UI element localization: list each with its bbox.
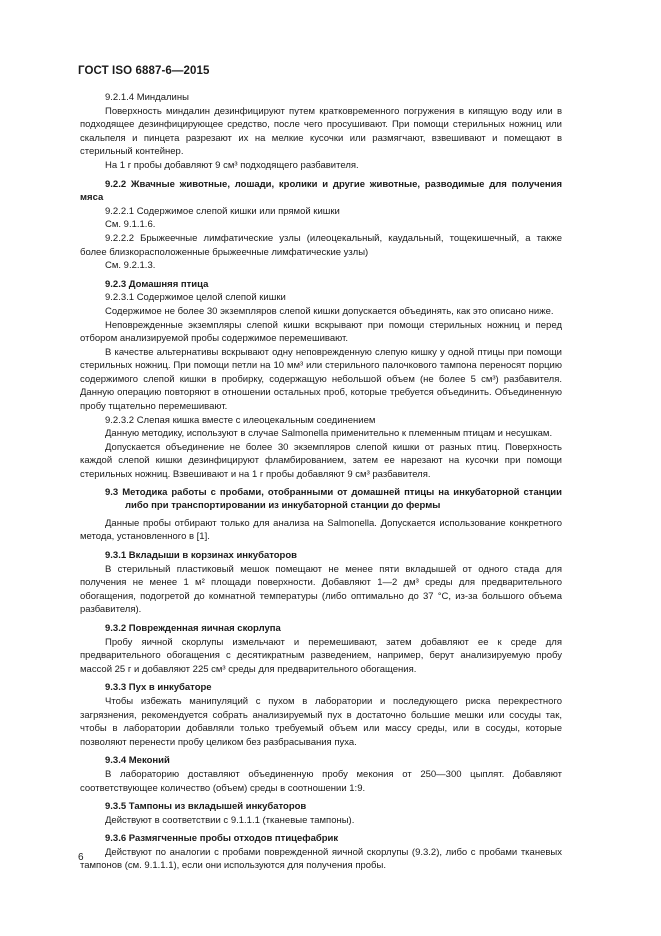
body-paragraph: Содержимое не более 30 экземпляров слепой кишки допускается объединять, как это описано ниже. [105, 305, 554, 317]
body-paragraph: Данную методику, используют в случае Salmonella применительно к племенным птицам и несушкам. [105, 428, 553, 440]
body-paragraph: На 1 г пробы добавляют 9 см³ подходящего разбавителя. [105, 159, 359, 171]
body-paragraph: В лабораторию доставляют объединенную пробу мекония от 250—300 цыплят. Добавляют соответствующее количество (объем) среды в соотношении 1:9. [80, 768, 562, 794]
body-paragraph: Данные пробы отбирают только для анализа на Salmonella. Допускается использование конкретного метода, установленного в [1]. [80, 517, 562, 543]
section-heading: 9.3.2 Поврежденная яичная скорлупа [105, 622, 281, 634]
body-paragraph: В стерильный пластиковый мешок помещают не менее пяти вкладышей от одного стада для получения не менее 1 м² площади поверхности. Добавляют 1—2 дм³ среды для предварительного обогащения, подогретой до комнатной температуры (либо оптимально до 37 °С, из-за большого объема разбавителя). [80, 563, 562, 616]
section-heading: 9.3.5 Тампоны из вкладышей инкубаторов [105, 801, 307, 813]
body-paragraph: Действуют по аналогии с пробами поврежденной яичной скорлупы (9.3.2), либо с пробами тканевых тампонов (см. 9.1.1.1), если они используются для получения пробы. [80, 846, 562, 872]
body-paragraph: 9.2.1.4 Миндалины [105, 92, 189, 103]
body-paragraph: Неповрежденные экземпляры слепой кишки вскрывают при помощи стерильных ножниц и перед отбором анализируемой пробы содержимое перемешивают. [80, 319, 562, 345]
body-paragraph: В качестве альтернативы вскрывают одну неповрежденную слепую кишку у одной птицы при помощи стерильных ножниц. При помощи петли на 10 мм³ или стерильного палочкового тампона переносят порцию содержимого слепой кишки в пробирку, содержащую небольшой объем (не более 5 см³) разбавителя. Данную операцию повторяют в отношении остальных проб, которые требуется объединить. Объединенную пробу тщательно перемешивают. [80, 346, 562, 413]
body-paragraph: См. 9.1.1.6. [105, 219, 156, 231]
section-heading: 9.3.4 Меконий [105, 755, 170, 767]
document-header: ГОСТ ISO 6887-6—2015 [78, 65, 210, 77]
body-paragraph: 9.2.3.1 Содержимое целой слепой кишки [105, 292, 286, 304]
body-paragraph: 9.2.3.2 Слепая кишка вместе с илеоцекальным соединением [105, 414, 376, 426]
body-paragraph: Чтобы избежать манипуляций с пухом в лаборатории и последующего риска перекрестного загрязнения, рекомендуется собрать анализируемый пух в достаточно большие мешки или сосуды так, чтобы в лаборатории добавляли только требуемый объем или массу среды, или в сосуды, которые позволяют перенести пробу целиком без разбрасывания пуха. [80, 695, 562, 748]
body-paragraph: 9.2.2.1 Содержимое слепой кишки или прямой кишки [105, 205, 340, 217]
section-heading: 9.3 Методика работы с пробами, отобранными от домашней птицы на инкубаторной станции либо при транспортировании из инкубаторной станции до фермы [105, 486, 562, 512]
body-paragraph: См. 9.2.1.3. [105, 260, 156, 272]
document-body [80, 91, 562, 873]
body-paragraph: Допускается объединение не более 30 экземпляров слепой кишки от разных птиц. Поверхность каждой слепой кишки дезинфицируют фламбированием, затем ее нарезают на кусочки при помощи стерильных ножниц. Взвешивают и на 1 г пробы добавляют 9 см³ разбавителя. [80, 441, 562, 481]
body-paragraph: 9.2.2.2 Брыжеечные лимфатические узлы (илеоцекальный, каудальный, тощекишечный, а также более близкорасположенные брыжеечные лимфатические узлы) [80, 232, 562, 258]
section-heading: 9.2.2 Жвачные животные, лошади, кролики и другие животные, разводимые для получения мяса [80, 178, 562, 204]
section-heading: 9.3.3 Пух в инкубаторе [105, 682, 212, 694]
section-heading: 9.3.6 Размягченные пробы отходов птицефабрик [105, 833, 339, 845]
page-number: 6 [78, 852, 84, 863]
section-heading: 9.3.1 Вкладыши в корзинах инкубаторов [105, 550, 297, 561]
body-paragraph: Действуют в соответствии с 9.1.1.1 (тканевые тампоны). [105, 814, 355, 826]
body-paragraph: Пробу яичной скорлупы измельчают и перемешивают, затем добавляют ее к среде для предварительного обогащения с десятикратным разведением, например, берут анализируемую пробу массой 25 г и добавляют 225 см³ среды для предварительного обогащения. [80, 636, 562, 675]
section-heading: 9.2.3 Домашняя птица [105, 278, 209, 290]
body-paragraph: Поверхность миндалин дезинфицируют путем кратковременного погружения в кипящую воду или в подходящее дезинфицирующее средство, после чего просушивают. При помощи стерильных ножниц или скальпеля и пинцета разрезают их на мелкие кусочки или размягчают, взвешивают и помещают в стерильный контейнер. [80, 105, 562, 158]
